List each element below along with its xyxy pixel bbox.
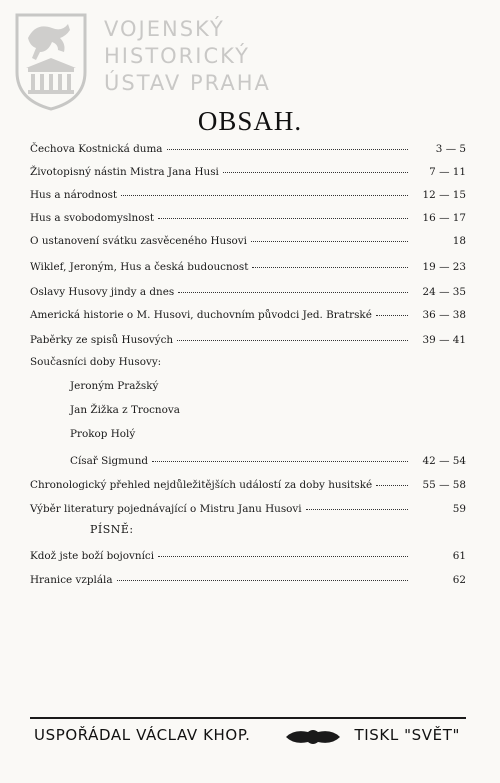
watermark <box>14 12 294 112</box>
watermark-text <box>104 16 304 97</box>
toc-entry-pages: 62 <box>452 574 466 586</box>
toc-entry <box>30 210 466 230</box>
toc-entry-pages: 16 — 17 <box>422 212 466 224</box>
toc-section-heading <box>30 356 466 376</box>
toc-entry-pages: 36 — 38 <box>422 309 466 321</box>
dot-leader <box>152 451 408 462</box>
toc-entry-pages: 7 — 11 <box>429 166 466 178</box>
toc-entry <box>30 141 466 161</box>
toc-entry-title: Jeroným Pražský <box>70 380 159 392</box>
toc-entry-title: Jan Žižka z Trocnova <box>70 404 180 416</box>
toc-entry <box>30 307 466 327</box>
toc-entry <box>30 187 466 207</box>
dot-leader <box>121 185 408 196</box>
toc-entry-pages: 24 — 35 <box>422 286 466 298</box>
toc-entry-title: Životopisný nástin Mistra Jana Husi <box>30 166 219 178</box>
toc-entry-title: Hranice vzplála <box>30 574 113 586</box>
toc-entry-title: Současníci doby Husovy: <box>30 356 162 368</box>
toc-entry-title: Prokop Holý <box>70 428 136 440</box>
dot-leader <box>178 282 408 293</box>
toc-entry-title: Čechova Kostnická duma <box>30 143 163 155</box>
toc-entry-title: Výběr literatury pojednávající o Mistru Janu Husovi <box>30 503 302 515</box>
dot-leader <box>252 257 408 268</box>
editor-credit: USPOŘÁDAL VÁCLAV KHOP. <box>34 726 251 744</box>
toc-entry <box>30 284 466 304</box>
toc-subentry <box>30 380 466 400</box>
toc-entry-title: Hus a svobodomyslnost <box>30 212 154 224</box>
toc-section-heading <box>30 523 466 543</box>
toc-entry-title: Císař Sigmund <box>70 455 149 467</box>
dot-leader <box>177 330 408 341</box>
toc-entry <box>30 572 466 592</box>
watermark-line: VOJENSKÝ <box>104 17 225 41</box>
toc-entry-title: Americká historie o M. Husovi, duchovním původci Jed. Bratrské <box>30 309 372 321</box>
toc-entry-pages: 12 — 15 <box>422 189 466 201</box>
toc-entry-title: Chronologický přehled nejdůležitějších událostí za doby husitské <box>30 479 373 491</box>
watermark-line: ÚSTAV PRAHA <box>104 71 271 95</box>
toc-entry-title: Oslavy Husovy jindy a dnes <box>30 286 175 298</box>
dot-leader <box>306 499 408 510</box>
dot-leader <box>376 305 408 316</box>
toc-subentry <box>30 404 466 424</box>
toc-entry-pages: 61 <box>452 550 466 562</box>
toc-entry-pages: 42 — 54 <box>422 455 466 467</box>
toc-entry <box>30 501 466 521</box>
toc-subentry <box>30 453 466 473</box>
toc-entry-pages: 18 <box>452 235 466 247</box>
footer-rule <box>30 717 466 719</box>
toc-entry-pages: 55 — 58 <box>422 479 466 491</box>
toc-subentry <box>30 428 466 448</box>
toc-entry <box>30 477 466 497</box>
dot-leader <box>167 139 408 150</box>
toc-entry <box>30 233 466 253</box>
toc-entry-title: Paběrky ze spisů Husových <box>30 334 174 346</box>
toc-entry-title: Wiklef, Jeroným, Hus a česká budoucnost <box>30 261 249 273</box>
toc-entry-title: O ustanovení svátku zasvěceného Husovi <box>30 235 247 247</box>
dot-leader <box>376 475 408 486</box>
dot-leader <box>117 570 408 581</box>
toc-entry-pages: 59 <box>452 503 466 515</box>
ornament-icon <box>284 728 342 746</box>
toc-entry-title: Hus a národnost <box>30 189 118 201</box>
toc-entry-title: Kdož jste boží bojovníci <box>30 550 155 562</box>
dot-leader <box>158 208 408 219</box>
toc-entry-pages: 19 — 23 <box>422 261 466 273</box>
toc-entry <box>30 332 466 352</box>
toc-entry <box>30 259 466 279</box>
toc-entry <box>30 164 466 184</box>
toc-entry-title: PÍSNĚ: <box>90 523 134 536</box>
institute-crest-logo <box>14 12 88 112</box>
footer <box>30 722 466 752</box>
dot-leader <box>223 162 408 173</box>
dot-leader <box>251 231 408 242</box>
toc-entry-pages: 3 — 5 <box>435 143 466 155</box>
toc-entry <box>30 548 466 568</box>
dot-leader <box>158 546 408 557</box>
toc-entry-pages: 39 — 41 <box>422 334 466 346</box>
printer-credit: TISKL "SVĚT" <box>354 726 460 744</box>
watermark-line: HISTORICKÝ <box>104 44 250 68</box>
page-title: OBSAH. <box>197 106 303 136</box>
